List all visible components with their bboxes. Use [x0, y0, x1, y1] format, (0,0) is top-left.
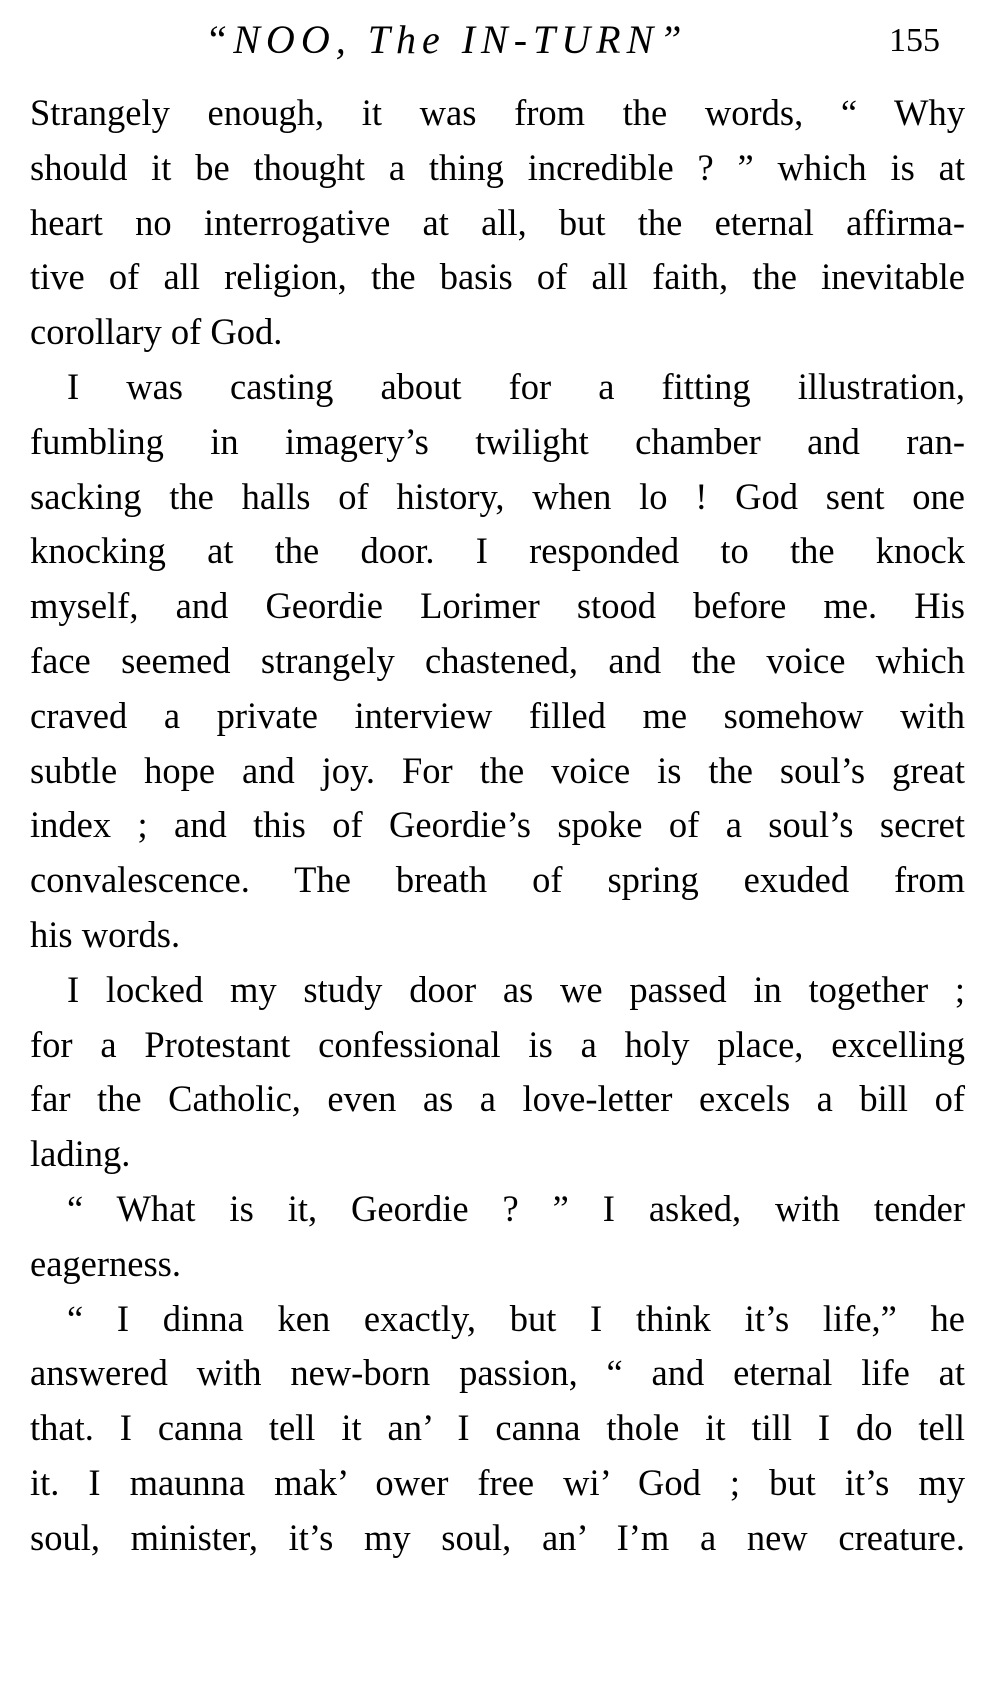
- running-head: [0, 12, 1000, 72]
- text-line: subtle hope and joy. For the voice is the soul’s great: [30, 749, 965, 791]
- text-line: tive of all religion, the basis of all faith, the inevitable: [30, 256, 965, 298]
- body-text: [30, 86, 965, 1566]
- text-line: I was casting about for a fitting illustration,: [67, 365, 965, 407]
- text-line: face seemed strangely chastened, and the voice which: [30, 639, 965, 681]
- text-line: answered with new-born passion, “ and eternal life at: [30, 1352, 965, 1394]
- text-line: index ; and this of Geordie’s spoke of a soul’s secret: [30, 804, 965, 846]
- text-line: “ I dinna ken exactly, but I think it’s life,” he: [67, 1297, 965, 1339]
- text-line: “ What is it, Geordie ? ” I asked, with tender: [67, 1187, 965, 1229]
- text-line: far the Catholic, even as a love-letter excels a bill of: [30, 1078, 965, 1120]
- text-line: knocking at the door. I responded to the knock: [30, 530, 965, 572]
- text-line: that. I canna tell it an’ I canna thole it till I do tell: [30, 1407, 965, 1449]
- text-line: heart no interrogative at all, but the eternal affirma-: [30, 201, 965, 243]
- text-line: Strangely enough, it was from the words, “ Why: [30, 92, 965, 133]
- text-line: eagerness.: [30, 1242, 181, 1284]
- text-line: corollary of God.: [30, 311, 283, 353]
- text-line: sacking the halls of history, when lo ! God sent one: [30, 475, 965, 517]
- text-line: it. I maunna mak’ ower free wi’ God ; but it’s my: [30, 1461, 965, 1503]
- text-line: his words.: [30, 913, 181, 955]
- text-line: craved a private interview filled me somehow with: [30, 694, 965, 736]
- text-line: soul, minister, it’s my soul, an’ I’m a new creature.: [30, 1516, 965, 1558]
- running-title: “NOO, The IN-TURN”: [205, 17, 688, 62]
- text-line: lading.: [30, 1133, 131, 1175]
- text-line: myself, and Geordie Lorimer stood before me. His: [30, 585, 965, 627]
- text-line: for a Protestant confessional is a holy place, excelling: [30, 1023, 965, 1065]
- text-line: convalescence. The breath of spring exuded from: [30, 859, 965, 901]
- text-line: I locked my study door as we passed in together ;: [67, 968, 965, 1010]
- text-line: should it be thought a thing incredible ? ” which is at: [30, 146, 965, 188]
- text-line: fumbling in imagery’s twilight chamber and ran-: [30, 420, 965, 462]
- page-number: 155: [889, 22, 940, 59]
